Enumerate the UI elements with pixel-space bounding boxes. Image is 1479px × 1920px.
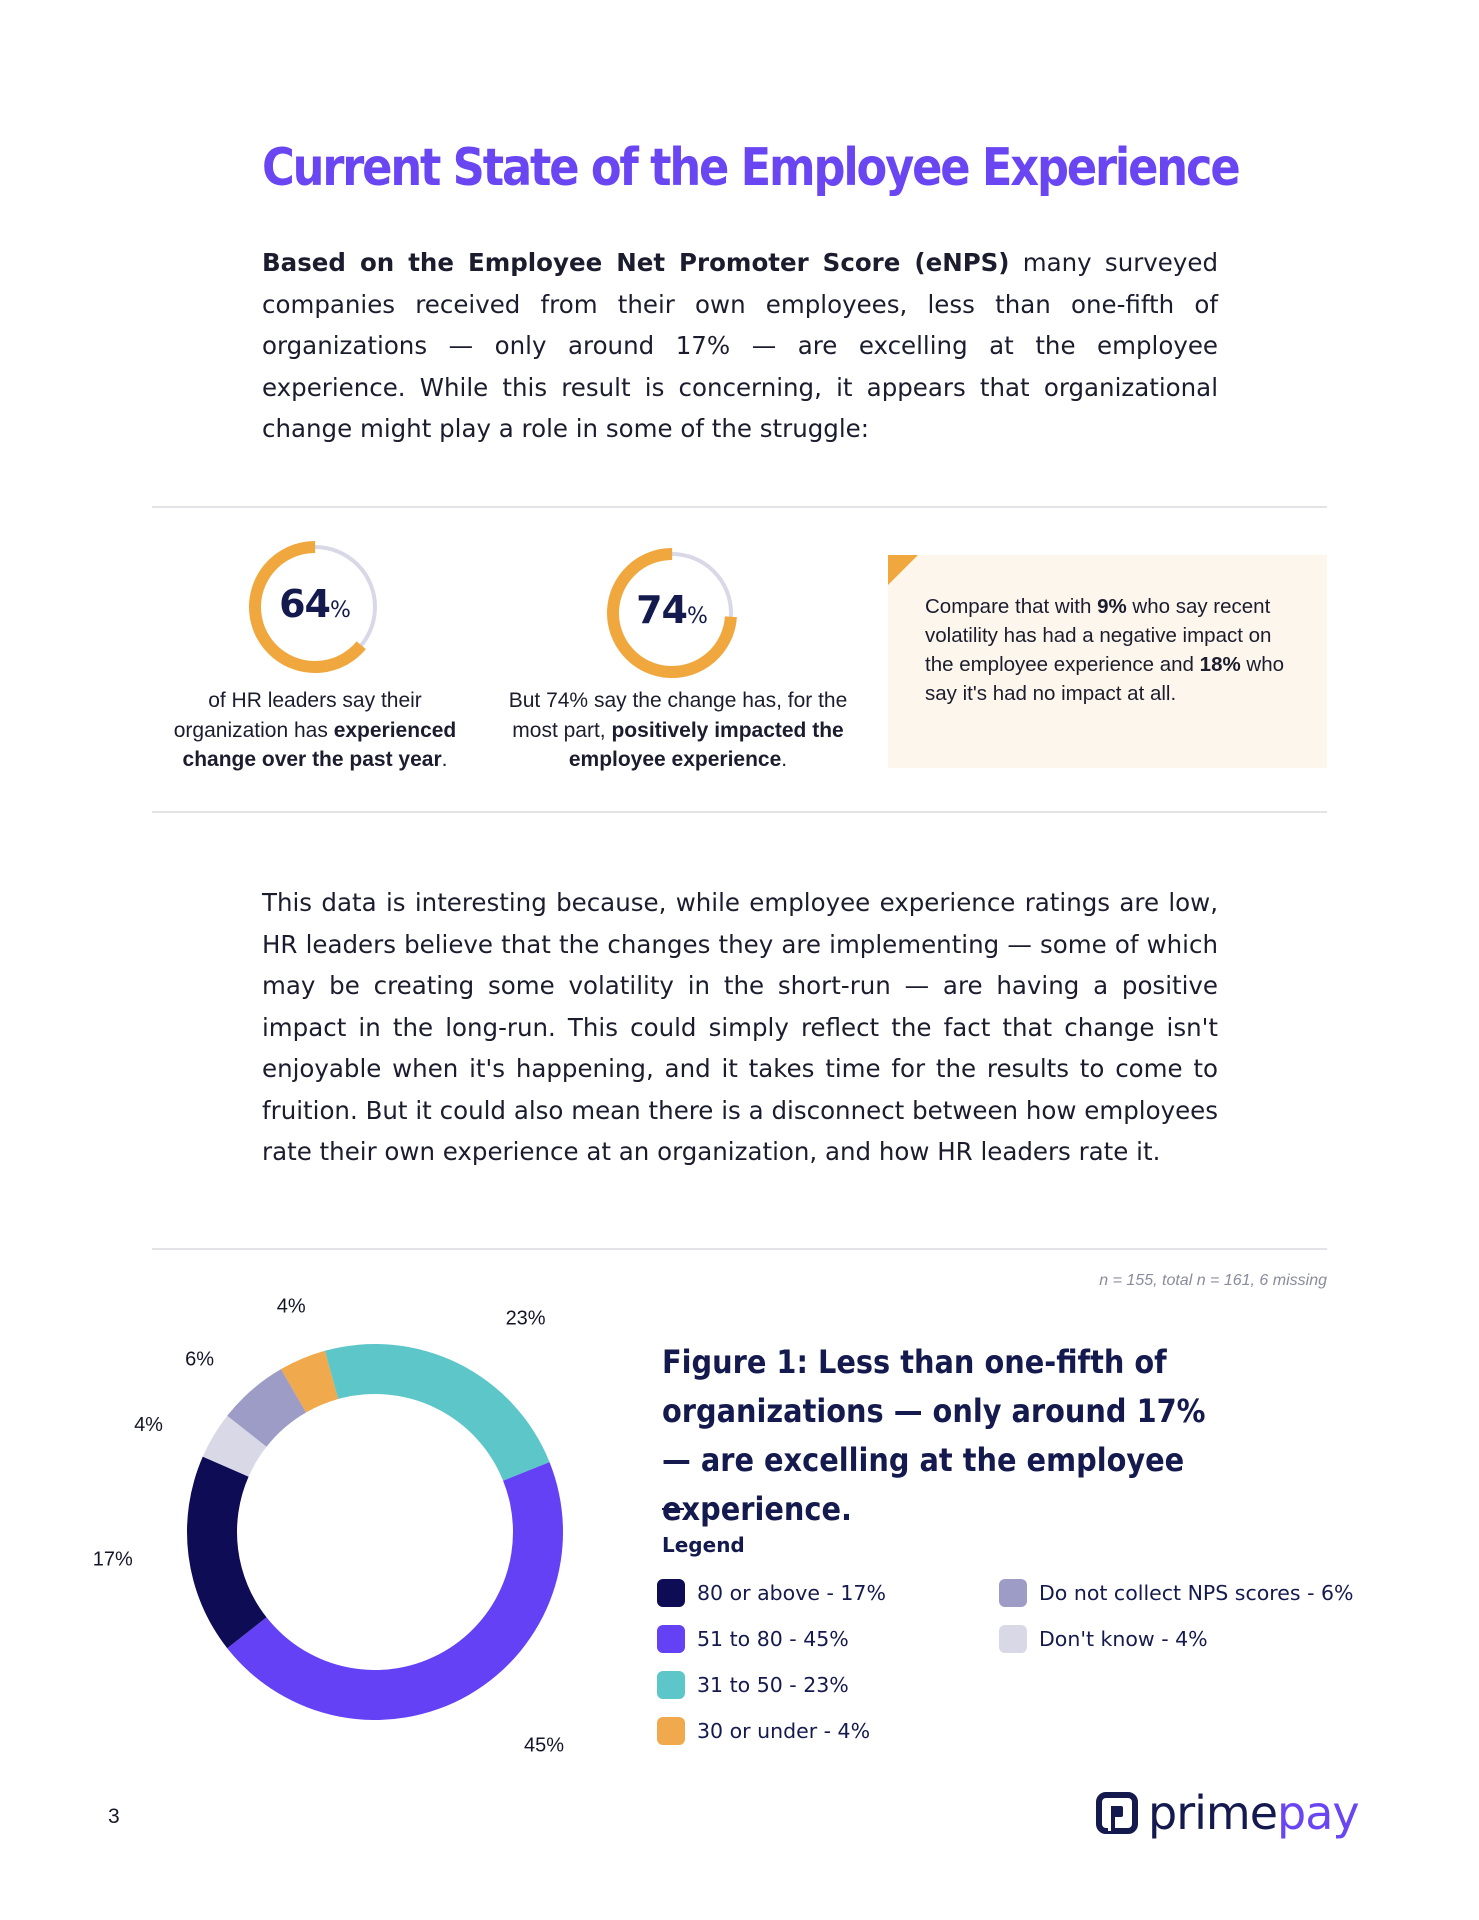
stat-value: 74% [636, 588, 708, 632]
divider [152, 1248, 1327, 1250]
donut-slice [227, 1462, 563, 1720]
legend-item: 51 to 80 - 45% [657, 1624, 849, 1654]
body-paragraph: This data is interesting because, while employee experience ratings are low, HR leaders believe that the changes they are implementing — some of which may be creating some volatility in the short-run — are having a positive impact in the long-run. This could simply reflect the fact that change isn't enjoyable when it's happening, and it takes time for the results to come to fruition. But it could also mean there is a disconnect between how employees rate their own experience at an organization, and how HR leaders rate it. [262, 888, 1218, 1166]
logo-wordmark: primepay [1148, 1786, 1359, 1840]
divider [152, 506, 1327, 508]
donut-slice [325, 1344, 550, 1481]
sample-size-note: n = 155, total n = 161, 6 missing [1099, 1272, 1327, 1289]
stat-caption: of HR leaders say their organization has experienced change over the past year. [173, 689, 457, 771]
callout-text: Compare that with 9% who say recent volatility has had a negative impact on the employee experience and 18% who say it's had no impact at all. [925, 595, 1285, 705]
legend-item: 30 or under - 4% [657, 1716, 870, 1746]
figure-caption: Figure 1: Less than one-fifth of organizations — only around 17% — are excelling at the employee experience. [662, 1343, 1206, 1528]
legend-swatch [657, 1579, 685, 1607]
intro-paragraph [262, 242, 1218, 450]
legend-swatch [657, 1625, 685, 1653]
intro-bold-lead: Based on the Employee Net Promoter Score (eNPS) [262, 248, 1010, 277]
donut-slice [187, 1457, 267, 1649]
intro-text: many surveyed companies received from their own employees, less than one-fifth of organizations — only around 17% — are excelling at the employee experience. While this result is concerning, it appears that organizational change might play a role in some of the struggle: [262, 248, 1218, 443]
donut-slice-label: 4% [276, 1295, 306, 1318]
callout-box [888, 555, 1327, 768]
stat-caption: But 74% say the change has, for the most part, positively impacted the employee experience. [508, 689, 848, 771]
legend-item: 31 to 50 - 23% [657, 1670, 849, 1700]
legend-swatch [657, 1717, 685, 1745]
donut-slice-label: 23% [505, 1307, 546, 1330]
callout-corner-mark [888, 555, 918, 585]
legend-item: Do not collect NPS scores - 6% [999, 1578, 1354, 1608]
donut-slice [281, 1351, 338, 1413]
stat-ring-64 [246, 538, 384, 676]
donut-slice [203, 1416, 267, 1477]
legend-item: Don't know - 4% [999, 1624, 1208, 1654]
donut-slice-label: 17% [92, 1548, 133, 1571]
donut-slice-label: 4% [134, 1414, 163, 1437]
primepay-logo [1096, 1786, 1359, 1840]
legend-swatch [999, 1579, 1027, 1607]
donut-slice-label: 45% [523, 1734, 565, 1757]
divider [152, 811, 1327, 813]
legend-title: Legend [662, 1533, 745, 1557]
donut-slice-label: 6% [185, 1348, 215, 1371]
stat-ring-74 [604, 545, 740, 681]
donut-slice [227, 1369, 306, 1447]
page-title: Current State of the Employee Experience [262, 138, 1239, 198]
page-number: 3 [108, 1805, 120, 1828]
legend-swatch [999, 1625, 1027, 1653]
caption-dash [662, 1508, 684, 1510]
primepay-logo-icon [1096, 1792, 1138, 1834]
legend-swatch [657, 1671, 685, 1699]
legend-item: 80 or above - 17% [657, 1578, 886, 1608]
stat-value: 64% [279, 582, 351, 626]
